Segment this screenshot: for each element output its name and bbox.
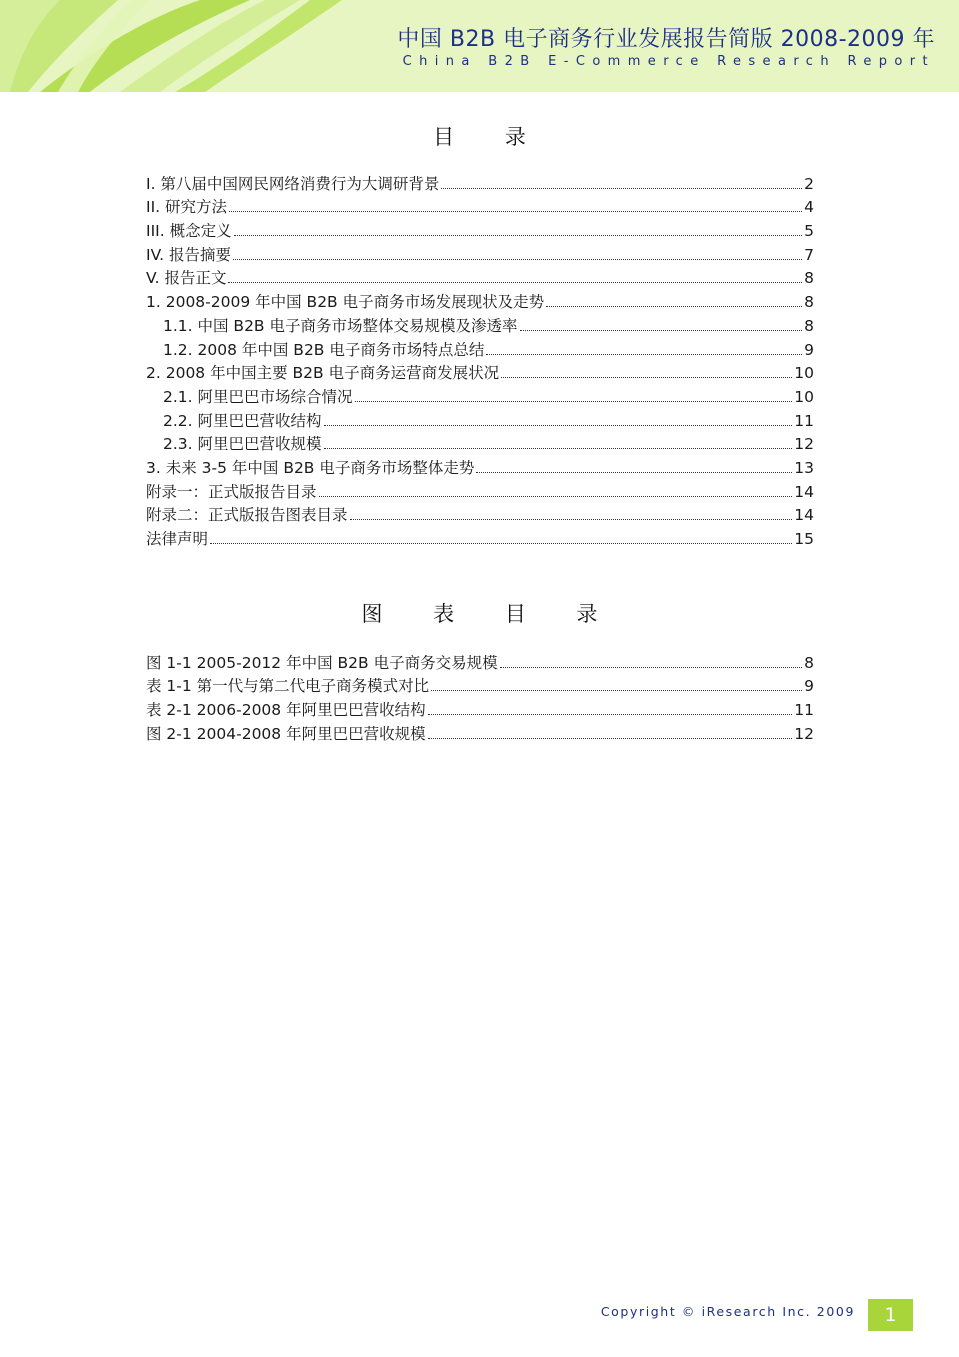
toc-entry-page: 10 <box>794 387 814 406</box>
dot-leader <box>210 543 792 544</box>
figure-entry-label: 表 2-1 2006-2008 年阿里巴巴营收结构 <box>146 701 426 720</box>
dot-leader <box>476 472 792 473</box>
toc-entry[interactable] <box>146 336 814 360</box>
toc-entry-label: 2.3. 阿里巴巴营收规模 <box>163 435 322 454</box>
dot-leader <box>324 448 793 449</box>
toc-entry-label: V. 报告正文 <box>146 269 227 288</box>
dot-leader <box>228 282 802 283</box>
toc-entry-label: 1.1. 中国 B2B 电子商务市场整体交易规模及渗透率 <box>163 316 518 335</box>
toc-entry-label: III. 概念定义 <box>146 222 232 241</box>
toc-entry[interactable] <box>146 502 814 526</box>
toc-entry-page: 7 <box>804 245 814 264</box>
toc-entry-page: 8 <box>804 316 814 335</box>
figure-entry[interactable] <box>146 649 814 673</box>
toc-entry[interactable] <box>146 312 814 336</box>
dot-leader <box>234 235 803 236</box>
figure-entry-page: 9 <box>804 677 814 696</box>
toc-entry-label: 1.2. 2008 年中国 B2B 电子商务市场特点总结 <box>163 340 485 359</box>
toc-entry[interactable] <box>146 288 814 312</box>
toc-entry[interactable] <box>146 241 814 265</box>
toc-entry[interactable] <box>146 478 814 502</box>
toc-entry-page: 5 <box>804 222 814 241</box>
toc-entry[interactable] <box>146 525 814 549</box>
toc-entry-page: 2 <box>804 174 814 193</box>
report-title: 中国 B2B 电子商务行业发展报告简版 2008-2009 年 <box>397 27 935 52</box>
toc-entry[interactable] <box>146 431 814 455</box>
toc-entry-label: 附录一：正式版报告目录 <box>146 482 317 501</box>
toc-entry-page: 15 <box>794 530 814 548</box>
figure-entry[interactable] <box>146 720 814 744</box>
figure-entry-label: 图 1-1 2005-2012 年中国 B2B 电子商务交易规模 <box>146 653 498 672</box>
toc-entry[interactable] <box>146 454 814 478</box>
dot-leader <box>520 330 803 331</box>
dot-leader <box>229 211 802 212</box>
dot-leader <box>319 496 793 497</box>
toc-entry[interactable] <box>146 265 814 289</box>
dot-leader <box>431 690 802 691</box>
toc-entry-label: 附录二：正式版报告图表目录 <box>146 506 348 525</box>
toc-entry-page: 14 <box>794 482 814 501</box>
toc-entry-page: 10 <box>794 364 814 383</box>
dot-leader <box>428 738 793 739</box>
toc-entry[interactable] <box>146 194 814 218</box>
toc-entry[interactable] <box>146 217 814 241</box>
figure-entry-label: 表 1-1 第一代与第二代电子商务模式对比 <box>146 677 430 696</box>
toc-entry-label: I. 第八届中国网民网络消费行为大调研背景 <box>146 174 440 193</box>
dot-leader <box>233 259 802 260</box>
toc-entry-page: 9 <box>804 340 814 359</box>
figure-entry[interactable] <box>146 696 814 720</box>
toc-entry-page: 4 <box>804 198 814 217</box>
page-header <box>0 0 959 92</box>
toc-entry-label: 1. 2008-2009 年中国 B2B 电子商务市场发展现状及走势 <box>146 293 545 312</box>
table-of-contents <box>146 170 814 549</box>
toc-heading: 目 录 <box>433 125 548 149</box>
toc-entry[interactable] <box>146 407 814 431</box>
dot-leader <box>355 401 793 402</box>
toc-entry-label: 法律声明 <box>146 530 209 548</box>
toc-entry-label: II. 研究方法 <box>146 198 227 217</box>
dot-leader <box>350 519 793 520</box>
report-subtitle: China B2B E-Commerce Research Report <box>402 54 935 69</box>
toc-entry[interactable] <box>146 360 814 384</box>
toc-entry-label: 2.1. 阿里巴巴市场综合情况 <box>163 387 353 406</box>
toc-entry[interactable] <box>146 170 814 194</box>
toc-entry[interactable] <box>146 383 814 407</box>
dot-leader <box>546 306 802 307</box>
dot-leader <box>324 425 793 426</box>
toc-entry-page: 12 <box>794 435 814 454</box>
page-number-badge: 1 <box>868 1299 913 1331</box>
dot-leader <box>428 714 793 715</box>
dot-leader <box>501 377 792 378</box>
toc-entry-label: 2. 2008 年中国主要 B2B 电子商务运营商发展状况 <box>146 364 500 383</box>
figure-entry-page: 8 <box>804 653 814 672</box>
toc-entry-page: 11 <box>794 411 814 430</box>
dot-leader <box>500 667 803 668</box>
copyright-notice: Copyright © iResearch Inc. 2009 <box>600 1304 855 1319</box>
figure-entry[interactable] <box>146 673 814 697</box>
figure-entry-page: 12 <box>794 724 814 743</box>
toc-entry-page: 14 <box>794 506 814 525</box>
toc-entry-page: 8 <box>804 269 814 288</box>
figure-entry-label: 图 2-1 2004-2008 年阿里巴巴营收规模 <box>146 724 426 743</box>
toc-entry-label: 3. 未来 3-5 年中国 B2B 电子商务市场整体走势 <box>146 458 475 477</box>
toc-entry-label: 2.2. 阿里巴巴营收结构 <box>163 411 322 430</box>
dot-leader <box>486 354 802 355</box>
toc-entry-page: 13 <box>794 458 814 477</box>
figure-entry-page: 11 <box>794 701 814 720</box>
toc-entry-label: IV. 报告摘要 <box>146 245 232 264</box>
figures-heading: 图 表 目 录 <box>361 602 620 626</box>
dot-leader <box>441 188 802 189</box>
toc-entry-page: 8 <box>804 293 814 312</box>
list-of-figures <box>146 649 814 744</box>
